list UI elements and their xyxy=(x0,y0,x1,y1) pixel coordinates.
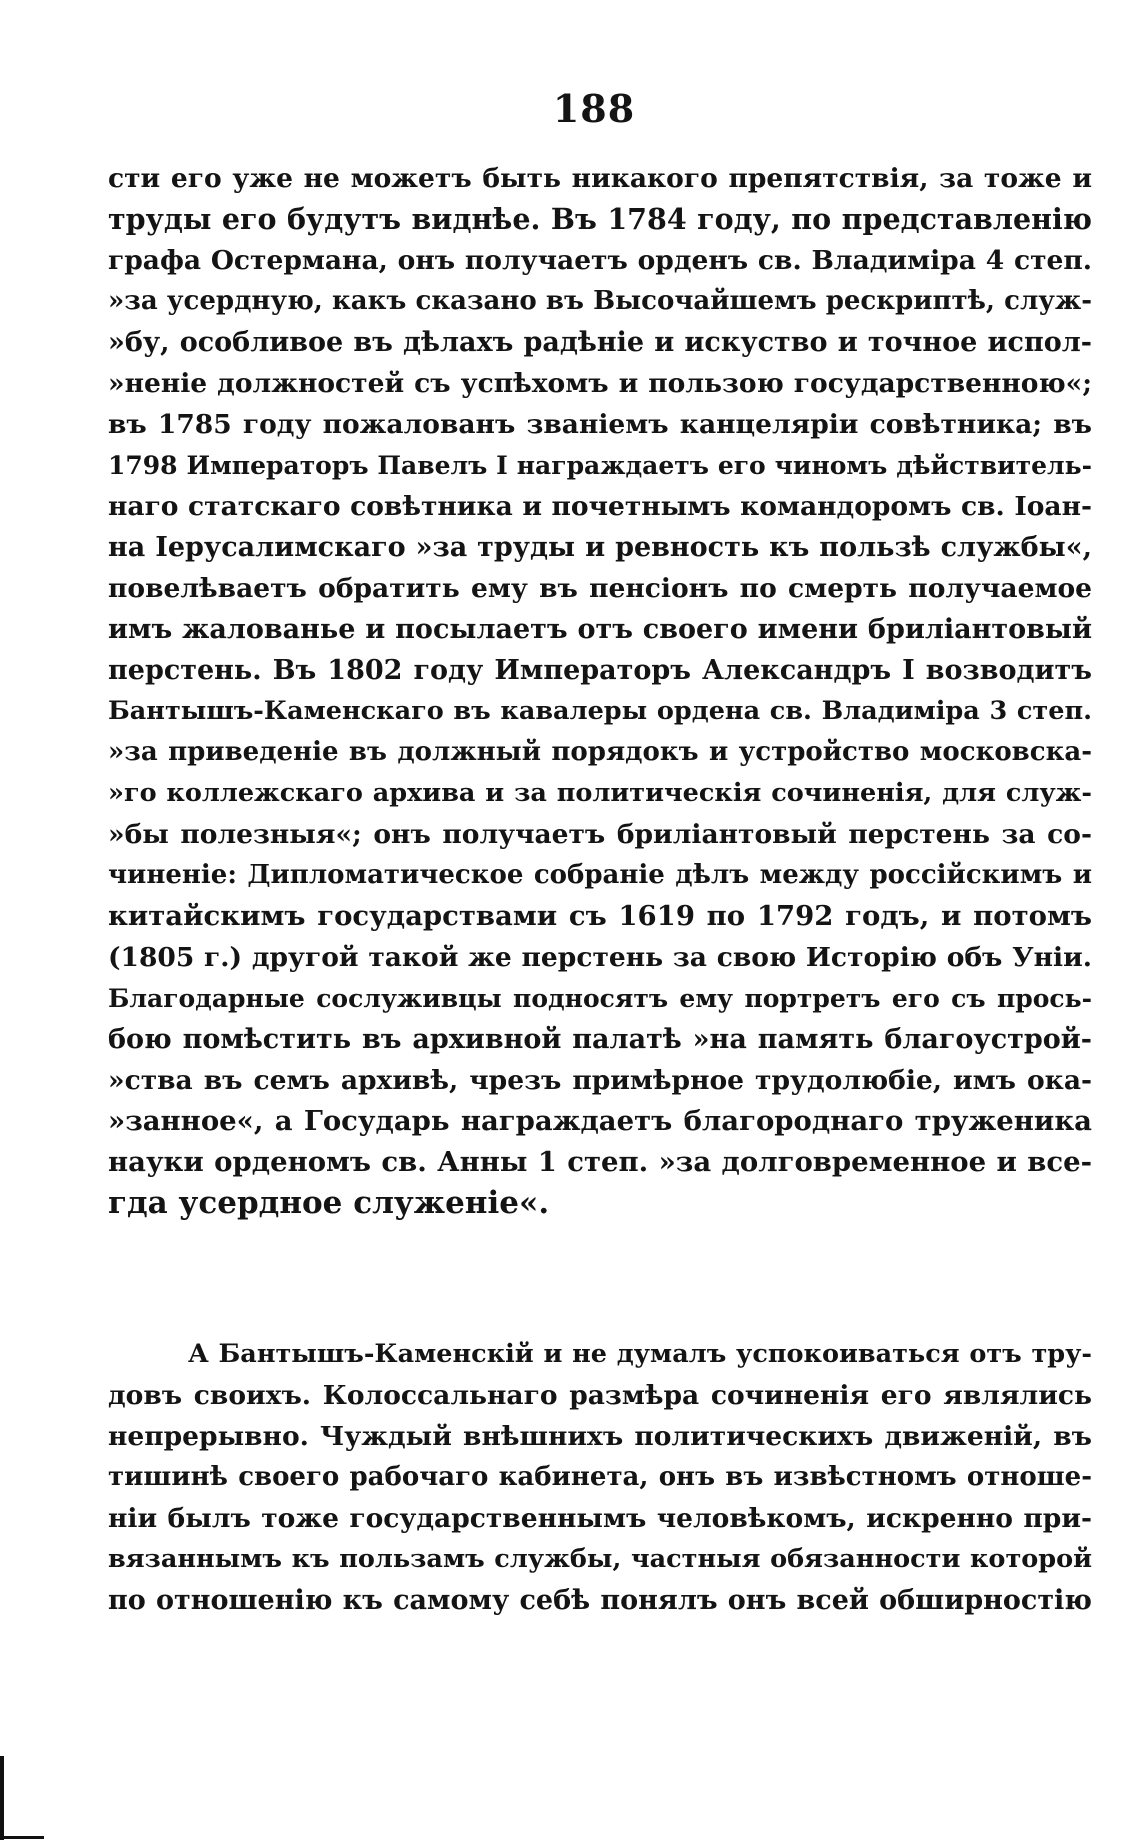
text-line: графа Остермана, онъ получаетъ орденъ св. Владиміра 4 степ. xyxy=(108,245,1092,276)
paragraph-2 xyxy=(108,1334,1092,1621)
scan-edge-mark-foot xyxy=(0,1836,44,1839)
text-line: 1798 Императоръ Павелъ I награждаетъ его чиномъ дѣйствитель- xyxy=(108,451,1092,480)
text-line: вязаннымъ къ пользамъ службы, частныя обязанности которой xyxy=(108,1544,1092,1574)
text-line: »неніе должностей съ успѣхомъ и пользою государственною«; xyxy=(108,368,1092,399)
text-line: »ства въ семъ архивѣ, чрезъ примѣрное трудолюбіе, имъ ока- xyxy=(108,1065,1092,1096)
text-line: повелѣваетъ обратить ему въ пенсіонъ по смерть получаемое xyxy=(108,573,1092,604)
text-line: бою помѣстить въ архивной палатѣ »на память благоустрой- xyxy=(108,1024,1092,1055)
text-line: сти его уже не можетъ быть никакого препятствія, за тоже и xyxy=(108,163,1092,194)
text-line: »го коллежскаго архива и за политическія сочиненія, для служ- xyxy=(108,778,1092,808)
text-line: довъ своихъ. Колоссальнаго размѣра сочиненія его являлись xyxy=(108,1380,1092,1411)
text-line: »занное«, а Государь награждаетъ благороднаго труженика xyxy=(108,1105,1092,1137)
text-line: ніи былъ тоже государственнымъ человѣкомъ, искренно при- xyxy=(108,1503,1092,1534)
text-line: перстень. Въ 1802 году Императоръ Александръ I возводитъ xyxy=(108,655,1092,686)
text-line: »бы полезныя«; онъ получаетъ бриліантовый перстень за со- xyxy=(108,819,1092,850)
text-line: гда усердное служеніе«. xyxy=(108,1185,550,1221)
text-line: въ 1785 году пожалованъ званіемъ канцеляріи совѣтника; въ xyxy=(108,409,1092,440)
page-number: 188 xyxy=(552,86,636,131)
text-line: китайскимъ государствами съ 1619 по 1792 годъ, и потомъ xyxy=(108,900,1092,932)
text-line: науки орденомъ св. Анны 1 степ. »за долговременное и все- xyxy=(108,1146,1092,1178)
text-line: тишинѣ своего рабочаго кабинета, онъ въ извѣстномъ отноше- xyxy=(108,1462,1092,1492)
text-line: Благодарные сослуживцы подносятъ ему портретъ его съ прось- xyxy=(108,984,1092,1013)
text-line: Бантышъ-Каменскаго въ кавалеры ордена св. Владиміра 3 степ. xyxy=(108,696,1092,726)
text-line: »бу, особливое въ дѣлахъ радѣніе и искуство и точное испол- xyxy=(108,327,1092,358)
text-line: непрерывно. Чуждый внѣшнихъ политическихъ движеній, въ xyxy=(108,1421,1092,1452)
text-line: (1805 г.) другой такой же перстень за свою Исторію объ Уніи. xyxy=(108,942,1092,973)
text-line: »за усердную, какъ сказано въ Высочайшемъ рескриптѣ, служ- xyxy=(108,286,1092,316)
text-line: на Іерусалимскаго »за труды и ревность къ пользѣ службы«, xyxy=(108,532,1092,563)
text-line: А Бантышъ-Каменскій и не думалъ успокоиваться отъ тру- xyxy=(188,1339,1092,1369)
text-line: »за приведеніе въ должный порядокъ и устройство московска- xyxy=(108,737,1092,767)
text-line: имъ жалованье и посылаетъ отъ своего имени бриліантовый xyxy=(108,614,1092,645)
scan-edge-mark xyxy=(0,1756,4,1840)
paragraph-1 xyxy=(108,158,1092,1224)
text-line: чиненіе: Дипломатическое собраніе дѣлъ между россійскимъ и xyxy=(108,860,1092,890)
text-line: по отношенію къ самому себѣ понялъ онъ всей обширностію xyxy=(108,1585,1092,1616)
text-line: наго статскаго совѣтника и почетнымъ командоромъ св. Іоан- xyxy=(108,491,1092,522)
text-line: труды его будутъ виднѣе. Въ 1784 году, по представленію xyxy=(108,202,1092,236)
